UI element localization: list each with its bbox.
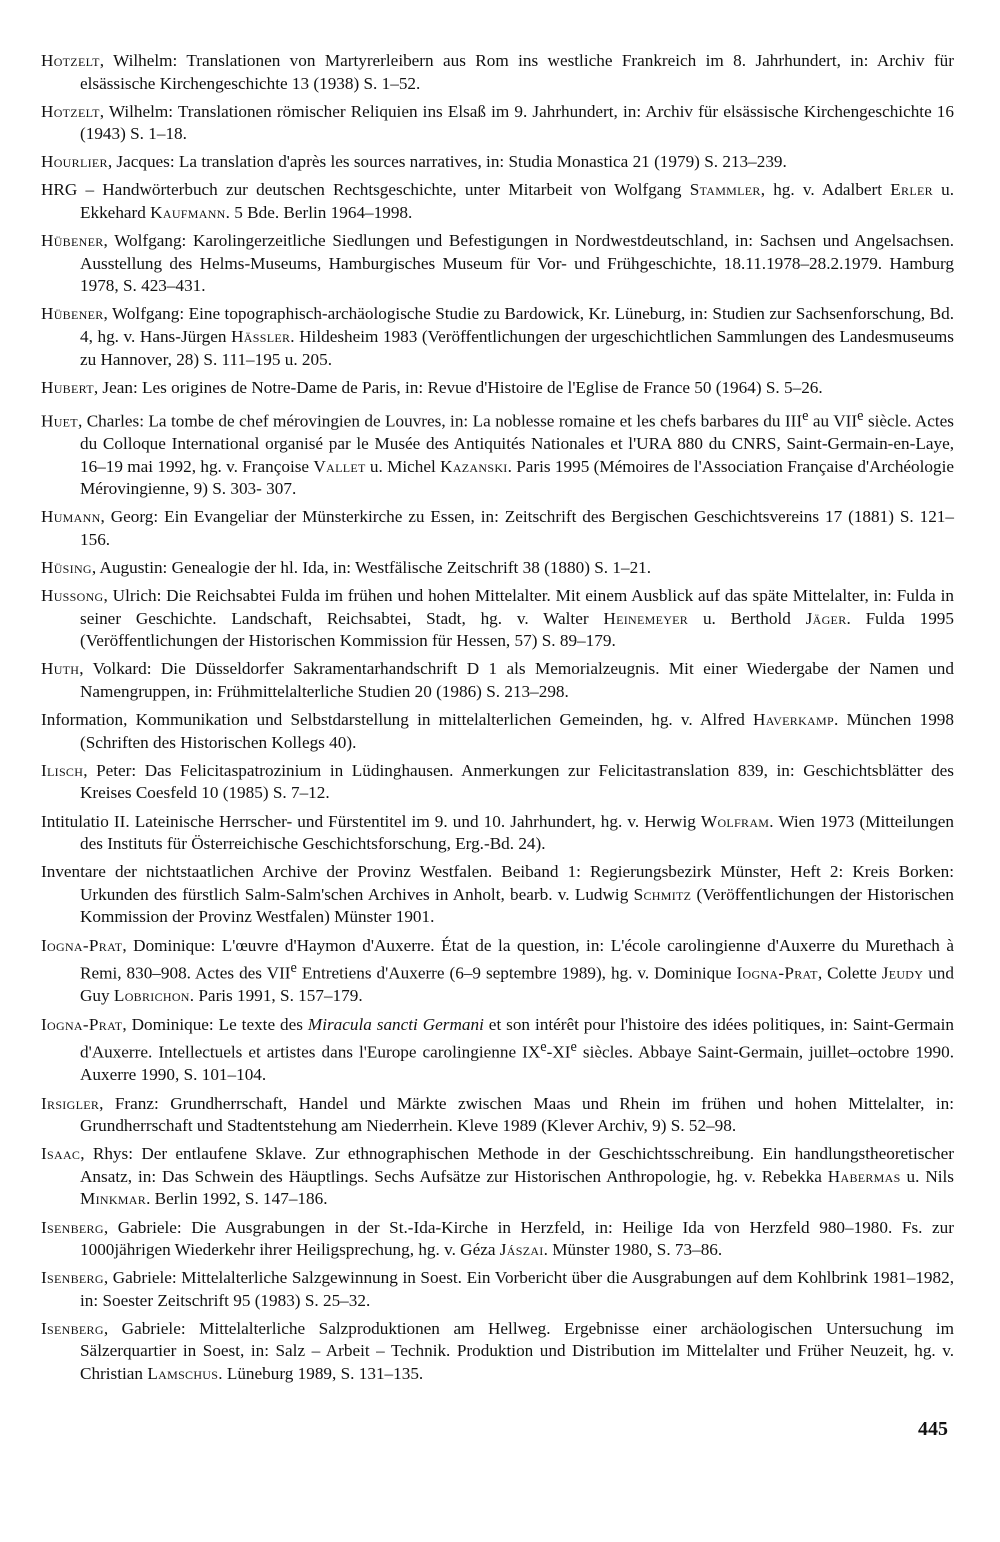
bibliography-entry <box>41 1318 954 1386</box>
bibliography-entry <box>41 1217 954 1262</box>
entry-text: u. Ekkehard <box>80 180 955 223</box>
author-surname: Hubert <box>41 377 94 397</box>
entry-text: , Georg: Ein Evangeliar der Münsterkirche zu Essen, in: Zeitschrift des Bergischen Geschichtsvereins 17 (1881) S. 121–156. <box>80 507 954 550</box>
editor-surname: Stammler <box>689 180 761 200</box>
bibliography-entry <box>41 506 954 551</box>
editor-surname: Jeudy <box>881 963 924 983</box>
bibliography-entry <box>41 760 954 805</box>
entry-text: , Gabriele: Die Ausgrabungen in der St.-Ida-Kirche in Herzfeld, in: Heilige Ida von Herzfeld 980–1980. Fs. zur 1000jährigen Wiederkehr ihrer Heiligsprechung, hg. v. Géza <box>80 1217 954 1260</box>
entry-text: Information, Kommunikation und Selbstdarstellung in mittelalterlichen Gemeinden, hg. v. Alfred <box>41 710 754 730</box>
author-surname: Hübener <box>41 304 104 324</box>
editor-surname: Hässler <box>231 327 291 347</box>
entry-text: Entretiens d'Auxerre (6–9 septembre 1989), hg. v. Dominique <box>296 963 737 983</box>
author-surname: Isaac <box>41 1144 81 1164</box>
author-surname: Humann <box>41 507 101 527</box>
author-surname: Irsigler <box>41 1093 100 1113</box>
bibliography-entry <box>41 557 954 580</box>
entry-text: -XI <box>546 1042 571 1062</box>
bibliography-list <box>41 50 954 1391</box>
bibliography-entry <box>41 179 954 224</box>
bibliography-entry <box>41 230 954 298</box>
entry-text: . Lüneburg 1989, S. 131–135. <box>218 1364 424 1384</box>
author-surname: Hotzelt <box>41 101 100 121</box>
author-surname: Isenberg <box>41 1318 104 1338</box>
entry-text: u. Berthold <box>688 608 806 628</box>
editor-surname: Jäger <box>805 608 847 628</box>
entry-text: au VII <box>808 411 858 431</box>
italic-title: Miracula sancti Germani <box>307 1014 484 1034</box>
bibliography-entry <box>41 935 954 1009</box>
superscript: e <box>802 407 809 424</box>
entry-text: , Charles: La tombe de chef mérovingien de Louvres, in: La noblesse romaine et les chefs barbares du III <box>77 411 803 431</box>
editor-surname: Minkmar <box>80 1189 147 1209</box>
entry-text: . 5 Bde. Berlin 1964–1998. <box>225 203 413 223</box>
entry-text: u. Nils <box>900 1166 954 1186</box>
entry-text: , Colette <box>817 963 882 983</box>
superscript: e <box>857 407 864 424</box>
bibliography-entry <box>41 50 954 95</box>
entry-text: , Dominique: Le texte des <box>122 1014 308 1034</box>
author-surname: Iogna-Prat <box>41 1014 123 1034</box>
bibliography-entry <box>41 1093 954 1138</box>
entry-text: (Veröffentlichungen der Historischen Kommission der Provinz Westfalen) Münster 1901. <box>80 884 954 927</box>
entry-text: , Wolfgang: Eine topographisch-archäologische Studie zu Bardowick, Kr. Lüneburg, in: Studien zur Sachsenforschung, Bd. 4, hg. v. Hans-Jürgen <box>80 304 954 347</box>
author-surname: Hussong <box>41 586 104 606</box>
author-surname: Huth <box>41 659 80 679</box>
bibliography-entry <box>41 658 954 703</box>
editor-surname: Lamschus <box>147 1364 219 1384</box>
editor-surname: Haverkamp <box>753 710 834 730</box>
author-surname: Hübener <box>41 231 104 251</box>
entry-text: , Augustin: Genealogie der hl. Ida, in: Westfälische Zeitschrift 38 (1880) S. 1–21. <box>91 558 652 578</box>
entry-text: siècle. Actes du Colloque International organisé par le Musée des Antiquités Nationales et l'URA 880 du CNRS, Saint-Germain-en-Laye, 16–19 mai 1992, hg. v. Françoise <box>80 411 954 476</box>
entry-text: . Wien 1973 (Mitteilungen des Instituts für Österreichische Geschichtsforschung, Erg.-Bd. 24). <box>80 811 954 854</box>
editor-surname: Wolfram <box>700 811 770 831</box>
bibliography-entry <box>41 377 954 400</box>
bibliography-entry <box>41 405 954 501</box>
entry-text: . Berlin 1992, S. 147–186. <box>146 1189 328 1209</box>
editor-surname: Kaufmann <box>150 203 226 223</box>
bibliography-entry <box>41 1014 954 1088</box>
editor-surname: Iogna-Prat <box>736 963 818 983</box>
editor-surname: Kazanski <box>440 456 508 476</box>
bibliography-entry <box>41 709 954 754</box>
entry-text: , Gabriele: Mittelalterliche Salzgewinnung in Soest. Ein Vorbericht über die Ausgrabungen auf dem Kohlbrink 1981–1982, in: Soester Zeitschrift 95 (1983) S. 25–32. <box>80 1268 954 1310</box>
entry-text: . Münster 1980, S. 73–86. <box>543 1240 723 1260</box>
editor-surname: Habermas <box>827 1166 901 1186</box>
entry-text: . Hildesheim 1983 (Veröffentlichungen der urgeschichtlichen Sammlungen des Landesmuseums zu Hannover, 28) S. 111–195 u. 205. <box>80 327 954 369</box>
bibliography-entry <box>41 585 954 653</box>
entry-text: . Paris 1991, S. 157–179. <box>189 986 363 1006</box>
bibliography-entry <box>41 303 954 371</box>
author-surname: Iogna-Prat <box>41 935 123 955</box>
entry-text: . Paris 1995 (Mémoires de l'Association Française d'Archéologie Mérovingienne, 9) S. 303- 307. <box>80 456 955 499</box>
entry-text: , Gabriele: Mittelalterliche Salzproduktionen am Hellweg. Ergebnisse einer archäologischen Untersuchung im Sälzerquartier in Soest, in: Salz – Arbeit – Technik. Produktion und Distribution im Mittelalter und Früher Neuzeit, hg. v. Christian <box>80 1318 954 1384</box>
entry-text: , hg. v. Adalbert <box>760 180 891 200</box>
entry-text: , Rhys: Der entlaufene Sklave. Zur ethnographischen Methode in der Geschichtsschreibung. Ein handlungstheoretischer Ansatz, in: Das Schwein des Häuptlings. Sechs Aufsätze zur Historischen Anthropologie, hg. v. Rebekka <box>80 1144 954 1186</box>
author-surname: Hotzelt <box>41 51 100 70</box>
bibliography-entry <box>41 1267 954 1312</box>
editor-surname: Heinemeyer <box>603 608 689 628</box>
editor-surname: Erler <box>890 180 933 200</box>
author-surname: Isenberg <box>41 1268 104 1288</box>
superscript: e <box>570 1039 577 1056</box>
bibliography-entry <box>41 811 954 856</box>
bibliography-entry <box>41 151 954 174</box>
entry-text: , Jacques: La translation d'après les sources narratives, in: Studia Monastica 21 (1979) S. 213–239. <box>107 152 787 172</box>
entry-text: , Peter: Das Felicitaspatrozinium in Lüdinghausen. Anmerkungen zur Felicitastranslation 839, in: Geschichtsblätter des Kreises Coesfeld 10 (1985) S. 7–12. <box>80 760 954 803</box>
entry-text: , Franz: Grundherrschaft, Handel und Märkte zwischen Maas und Rhein im frühen und hohen Mittelalter, in: Grundherrschaft und Stadtentstehung am Niederrhein. Kleve 1989 (Klever Archiv, 9) S. 52–98. <box>80 1093 954 1136</box>
bibliography-entry <box>41 861 954 929</box>
entry-text: , Wilhelm: Translationen von Martyrerleibern aus Rom ins westliche Frankreich im 8. Jahrhundert, in: Archiv für elsässische Kirchengeschichte 13 (1938) S. 1–52. <box>80 51 954 93</box>
author-surname: Hourlier <box>41 152 108 172</box>
bibliography-entry <box>41 101 954 146</box>
entry-text: , Wilhelm: Translationen römischer Reliquien ins Elsaß im 9. Jahrhundert, in: Archiv für elsässische Kirchengeschichte 16 (1943) S. 1–18. <box>80 101 954 144</box>
editor-surname: Vallet <box>313 456 366 476</box>
author-surname: Isenberg <box>41 1217 104 1237</box>
entry-text: , Ulrich: Die Reichsabtei Fulda im frühen und hohen Mittelalter. Mit einem Ausblick auf das späte Mittelalter, in: Fulda in seiner Geschichte. Landschaft, Reichsabtei, Stadt, hg. v. Walter <box>80 586 954 628</box>
entry-text: Inventare der nichtstaatlichen Archive der Provinz Westfalen. Beiband 1: Regierungsbezirk Münster, Heft 2: Kreis Borken: Urkunden des fürstlich Salm-Salm'schen Archives in Anholt, bearb. v. Ludwig <box>41 862 954 904</box>
superscript: e <box>540 1039 547 1056</box>
entry-text: u. Michel <box>365 456 441 476</box>
entry-text: HRG – Handwörterbuch zur deutschen Rechtsgeschichte, unter Mitarbeit von Wolfgang <box>41 180 690 200</box>
bibliography-entry <box>41 1143 954 1211</box>
entry-text: . Fulda 1995 (Veröffentlichungen der Historischen Kommission für Hessen, 57) S. 89–179. <box>80 608 954 651</box>
entry-text: und Guy <box>80 963 954 1006</box>
superscript: e <box>290 960 297 977</box>
entry-text: . München 1998 (Schriften des Historischen Kollegs 40). <box>80 710 954 752</box>
entry-text: et son intérêt pour l'histoire des idées politiques, in: Saint-Germain d'Auxerre. Intellectuels et artistes dans l'Europe carolingienne IX <box>80 1014 954 1062</box>
entry-text: , Dominique: L'œuvre d'Haymon d'Auxerre. État de la question, in: L'école carolingienne d'Auxerre du Murethach à Remi, 830–908. Actes des VII <box>80 935 954 983</box>
entry-text: siècles. Abbaye Saint-Germain, juillet–octobre 1990. Auxerre 1990, S. 101–104. <box>80 1042 954 1085</box>
editor-surname: Schmitz <box>633 884 692 904</box>
author-surname: Ilisch <box>41 760 84 780</box>
author-surname: Hüsing <box>41 558 92 578</box>
entry-text: , Volkard: Die Düsseldorfer Sakramentarhandschrift D 1 als Memorialzeugnis. Mit einer Wiedergabe der Namen und Namengruppen, in: Frühmittelalterliche Studien 20 (1986) S. 213–298. <box>79 659 954 702</box>
author-surname: Huet <box>41 411 78 431</box>
editor-surname: Lobrichon <box>113 986 190 1006</box>
entry-text: , Wolfgang: Karolingerzeitliche Siedlungen und Befestigungen in Nordwestdeutschland, in: Sachsen und Angelsachsen. Ausstellung des Helms-Museums, Hamburgisches Museum für Vor- und Frühgeschichte, 18.11.1978–28.2.1979. Hamburg 1978, S. 423–431. <box>80 231 954 296</box>
editor-surname: Jászai <box>499 1240 544 1260</box>
entry-text: , Jean: Les origines de Notre-Dame de Paris, in: Revue d'Histoire de l'Eglise de France 50 (1964) S. 5–26. <box>93 377 823 397</box>
page-number: 445 <box>918 1418 948 1440</box>
entry-text: Intitulatio II. Lateinische Herrscher- und Fürstentitel im 9. und 10. Jahrhundert, hg. v. Herwig <box>41 811 701 831</box>
